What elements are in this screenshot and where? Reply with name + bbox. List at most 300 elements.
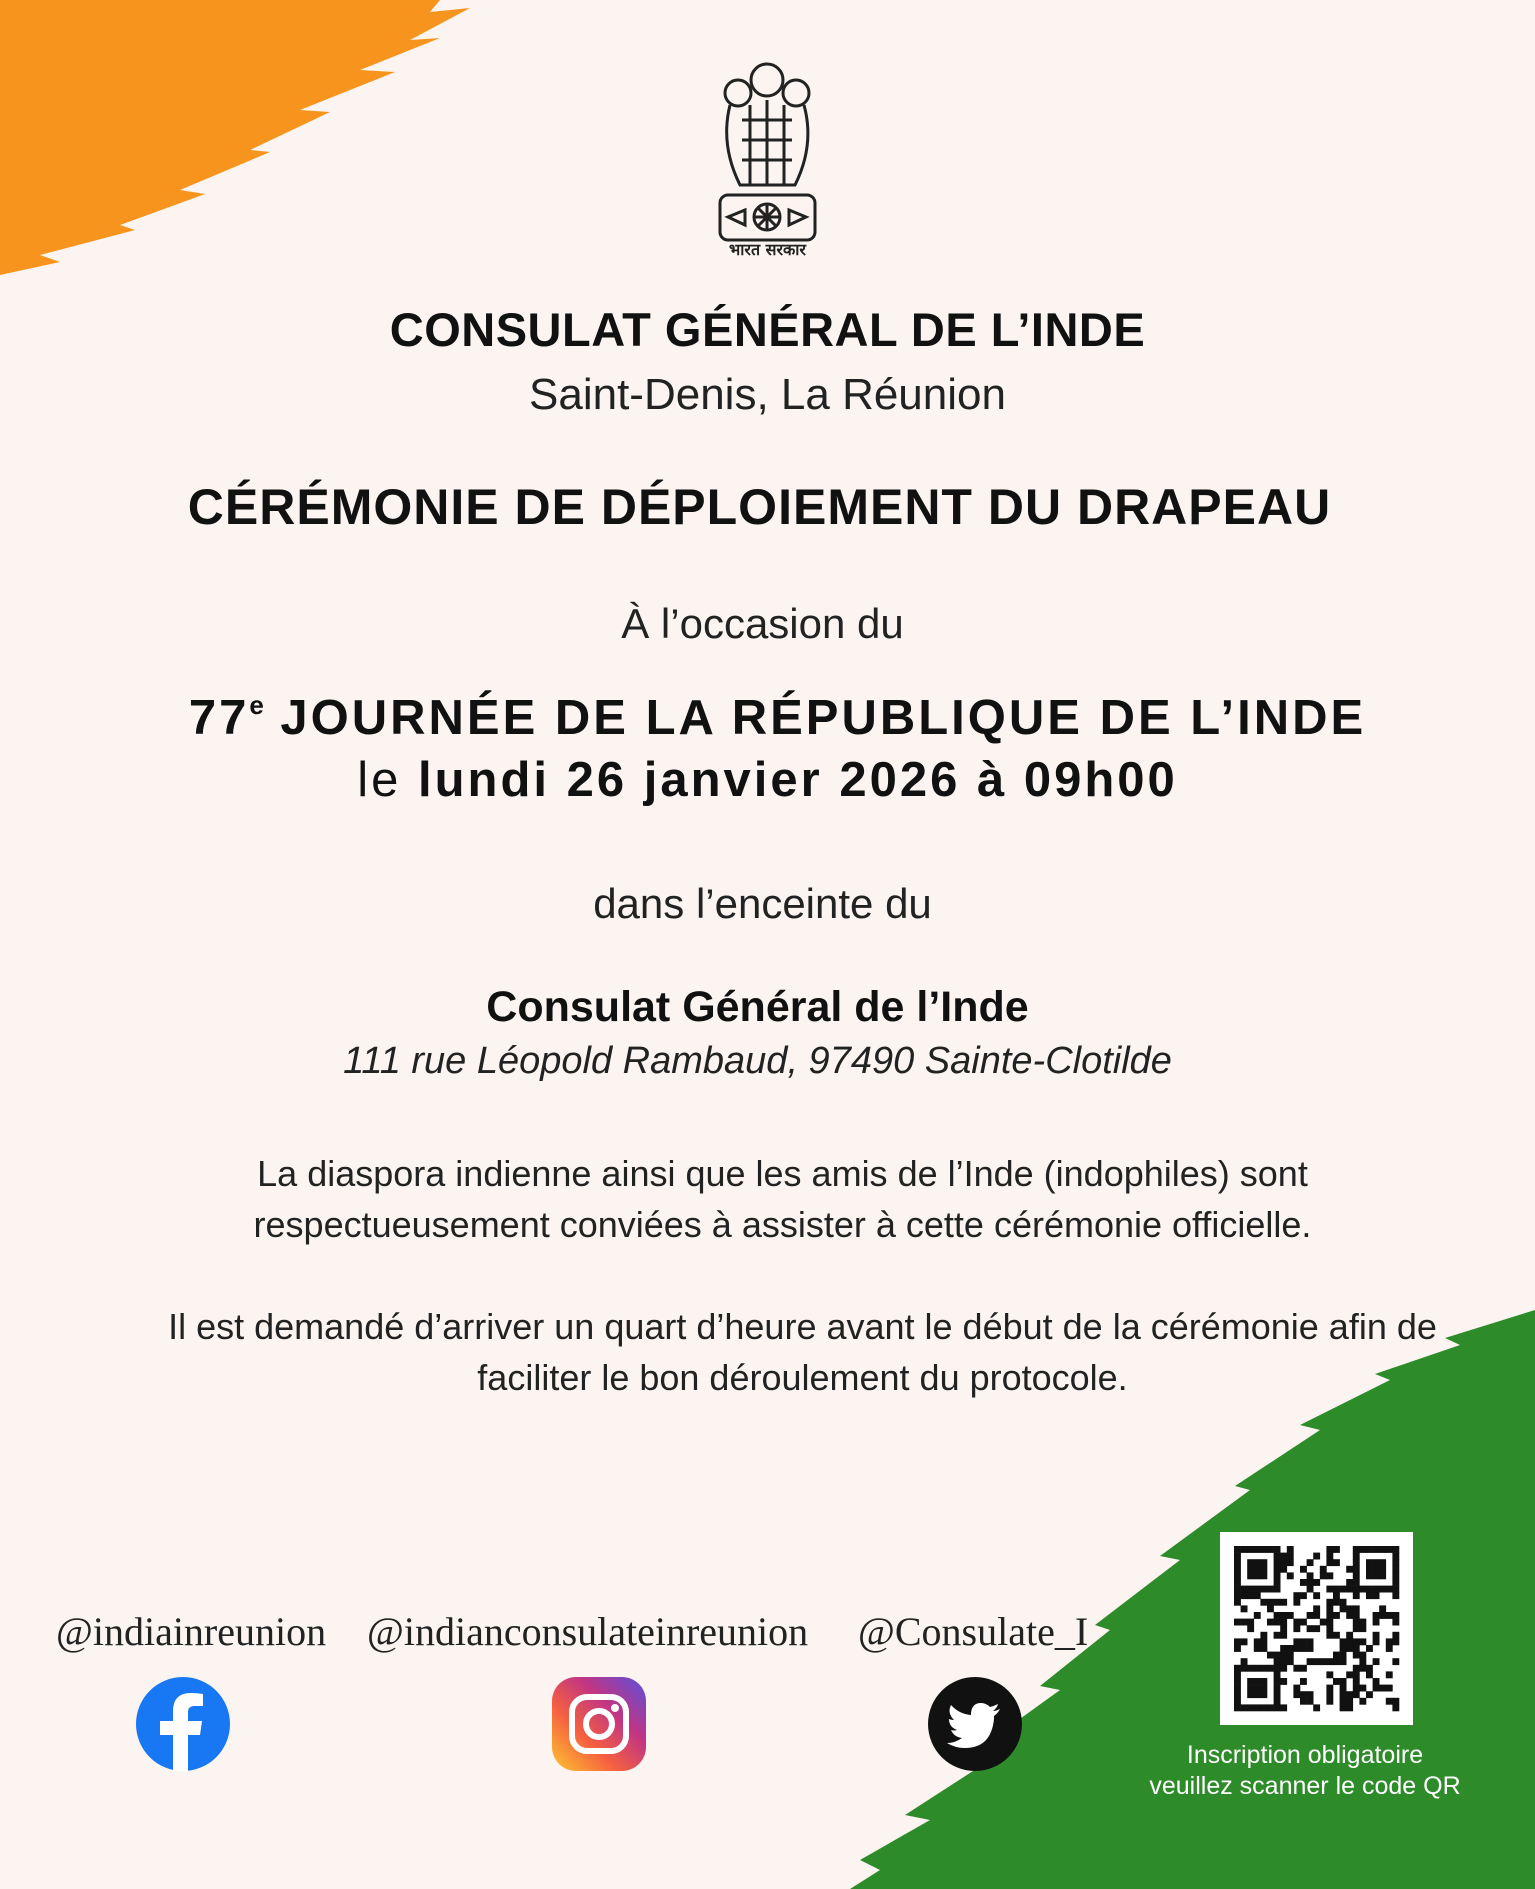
qr-module (1386, 1671, 1393, 1678)
qr-module (1313, 1704, 1320, 1711)
qr-module (1392, 1632, 1399, 1639)
qr-module (1359, 1638, 1366, 1645)
qr-module (1313, 1612, 1320, 1619)
qr-module (1260, 1546, 1267, 1553)
qr-module (1280, 1665, 1287, 1672)
qr-module (1386, 1698, 1393, 1705)
qr-module (1333, 1599, 1340, 1606)
qr-module (1379, 1546, 1386, 1553)
qr-module (1254, 1612, 1261, 1619)
qr-module (1307, 1698, 1314, 1705)
event-date: lundi 26 janvier 2026 à 09h00 (417, 753, 1178, 807)
qr-module (1260, 1704, 1267, 1711)
qr-module (1280, 1704, 1287, 1711)
qr-module (1274, 1652, 1281, 1659)
qr-module (1254, 1645, 1261, 1652)
qr-module (1241, 1546, 1248, 1553)
qr-module (1287, 1652, 1294, 1659)
qr-module (1254, 1546, 1261, 1553)
qr-module (1280, 1632, 1287, 1639)
qr-module (1340, 1638, 1347, 1645)
qr-module (1353, 1579, 1360, 1586)
qr-module (1353, 1671, 1360, 1678)
qr-module (1293, 1685, 1300, 1692)
qr-module (1307, 1658, 1314, 1665)
qr-module (1353, 1546, 1360, 1553)
qr-module (1293, 1592, 1300, 1599)
qr-module (1307, 1559, 1314, 1566)
qr-module (1346, 1691, 1353, 1698)
qr-module (1366, 1665, 1373, 1672)
qr-module (1346, 1579, 1353, 1586)
qr-module (1293, 1619, 1300, 1626)
qr-module (1234, 1546, 1241, 1553)
qr-module (1320, 1619, 1327, 1626)
qr-module (1293, 1665, 1300, 1672)
qr-module (1234, 1638, 1241, 1645)
qr-module (1260, 1645, 1267, 1652)
qr-module (1373, 1559, 1380, 1566)
qr-module (1366, 1691, 1373, 1698)
qr-module (1274, 1579, 1281, 1586)
qr-module (1333, 1546, 1340, 1553)
qr-module (1353, 1645, 1360, 1652)
qr-module (1340, 1704, 1347, 1711)
twitter-handle[interactable]: @Consulate_I (858, 1609, 1089, 1654)
qr-module (1260, 1599, 1267, 1606)
event-title: CÉRÉMONIE DE DÉPLOIEMENT DU DRAPEAU (187, 479, 1332, 535)
qr-module (1359, 1619, 1366, 1626)
qr-module (1379, 1566, 1386, 1573)
qr-module (1274, 1599, 1281, 1606)
qr-module (1274, 1546, 1281, 1553)
qr-module (1340, 1645, 1347, 1652)
qr-module (1234, 1665, 1241, 1672)
qr-module (1386, 1638, 1393, 1645)
qr-module (1320, 1572, 1327, 1579)
qr-module (1353, 1559, 1360, 1566)
qr-module (1313, 1658, 1320, 1665)
qr-module (1234, 1599, 1241, 1606)
qr-module (1300, 1678, 1307, 1685)
qr-module (1392, 1553, 1399, 1560)
qr-module (1392, 1579, 1399, 1586)
qr-module (1326, 1586, 1333, 1593)
qr-module (1241, 1658, 1248, 1665)
qr-module (1247, 1586, 1254, 1593)
occasion-suffix: e (249, 690, 264, 720)
qr-module (1300, 1592, 1307, 1599)
qr-module (1234, 1586, 1241, 1593)
qr-code-icon[interactable] (1220, 1532, 1413, 1725)
qr-module (1326, 1572, 1333, 1579)
qr-module (1241, 1592, 1248, 1599)
qr-module (1267, 1665, 1274, 1672)
qr-module (1340, 1658, 1347, 1665)
qr-module (1307, 1579, 1314, 1586)
registration-required-text: Inscription obligatoire (1186, 1741, 1424, 1769)
qr-module (1293, 1638, 1300, 1645)
emblem-caption: भारत सरकार (729, 240, 806, 259)
arrival-notice-paragraph (35, 1301, 1535, 1403)
qr-module (1307, 1612, 1314, 1619)
instagram-handle[interactable]: @indianconsulateinreunion (367, 1609, 809, 1654)
qr-module (1353, 1691, 1360, 1698)
qr-module (1287, 1559, 1294, 1566)
qr-module (1346, 1704, 1353, 1711)
qr-module (1241, 1586, 1248, 1593)
qr-module (1280, 1599, 1287, 1606)
qr-module (1313, 1553, 1320, 1560)
qr-module (1353, 1612, 1360, 1619)
qr-module (1353, 1638, 1360, 1645)
qr-module (1260, 1691, 1267, 1698)
qr-module (1280, 1652, 1287, 1659)
qr-module (1287, 1546, 1294, 1553)
qr-module (1353, 1678, 1360, 1685)
qr-module (1300, 1665, 1307, 1672)
qr-module (1320, 1658, 1327, 1665)
qr-module (1307, 1572, 1314, 1579)
qr-module (1379, 1685, 1386, 1692)
qr-module (1234, 1579, 1241, 1586)
qr-module (1373, 1685, 1380, 1692)
venue-address: 111 rue Léopold Rambaud, 97490 Sainte-Clotilde (343, 1040, 1172, 1082)
qr-module (1340, 1691, 1347, 1698)
qr-module (1333, 1678, 1340, 1685)
qr-module (1326, 1599, 1333, 1606)
qr-code-container[interactable] (1220, 1532, 1413, 1725)
qr-module (1280, 1678, 1287, 1685)
qr-module (1392, 1546, 1399, 1553)
qr-module (1274, 1632, 1281, 1639)
qr-module (1307, 1691, 1314, 1698)
occasion-title: JOURNÉE DE LA RÉPUBLIQUE DE L’INDE (263, 691, 1367, 745)
qr-module (1359, 1546, 1366, 1553)
qr-module (1247, 1559, 1254, 1566)
occasion-name (10, 690, 1535, 746)
qr-module (1340, 1685, 1347, 1692)
qr-module (1234, 1559, 1241, 1566)
qr-module (1274, 1566, 1281, 1573)
qr-module (1326, 1559, 1333, 1566)
qr-module (1234, 1553, 1241, 1560)
qr-module (1346, 1612, 1353, 1619)
qr-module (1353, 1592, 1360, 1599)
qr-module (1373, 1592, 1380, 1599)
page-title: CONSULAT GÉNÉRAL DE L’INDE (389, 303, 1146, 356)
qr-module (1267, 1619, 1274, 1626)
qr-module (1293, 1599, 1300, 1606)
qr-module (1326, 1685, 1333, 1692)
qr-module (1254, 1572, 1261, 1579)
qr-module (1274, 1671, 1281, 1678)
invitation-line: La diaspora indienne ainsi que les amis de l’Inde (indophiles) sont (257, 1153, 1308, 1194)
qr-module (1260, 1586, 1267, 1593)
qr-module (1300, 1698, 1307, 1705)
qr-module (1247, 1665, 1254, 1672)
qr-module (1234, 1704, 1241, 1711)
saffron-brush-stroke (0, 0, 470, 275)
qr-module (1373, 1619, 1380, 1626)
qr-module (1260, 1678, 1267, 1685)
qr-module (1260, 1638, 1267, 1645)
qr-module (1234, 1685, 1241, 1692)
qr-module (1379, 1586, 1386, 1593)
qr-module (1326, 1553, 1333, 1560)
qr-module (1386, 1612, 1393, 1619)
qr-module (1254, 1678, 1261, 1685)
occasion-number: 77 (188, 691, 250, 745)
qr-module (1386, 1586, 1393, 1593)
qr-module (1366, 1566, 1373, 1573)
qr-module (1241, 1638, 1248, 1645)
qr-module (1359, 1586, 1366, 1593)
qr-module (1280, 1645, 1287, 1652)
qr-module (1274, 1559, 1281, 1566)
qr-module (1300, 1579, 1307, 1586)
twitter-icon[interactable] (928, 1677, 1022, 1771)
qr-module (1274, 1698, 1281, 1705)
qr-module (1267, 1704, 1274, 1711)
qr-module (1353, 1685, 1360, 1692)
notice-line: faciliter le bon déroulement du protocole. (477, 1357, 1128, 1398)
qr-module (1353, 1665, 1360, 1672)
qr-module (1234, 1619, 1241, 1626)
qr-module (1353, 1566, 1360, 1573)
qr-module (1293, 1645, 1300, 1652)
facebook-icon[interactable] (136, 1677, 230, 1771)
qr-module (1267, 1605, 1274, 1612)
qr-module (1254, 1704, 1261, 1711)
qr-module (1346, 1566, 1353, 1573)
qr-module (1346, 1638, 1353, 1645)
qr-module (1366, 1592, 1373, 1599)
qr-caption (1110, 1740, 1500, 1802)
qr-module (1326, 1619, 1333, 1626)
qr-module (1326, 1612, 1333, 1619)
qr-module (1287, 1553, 1294, 1560)
qr-module (1326, 1671, 1333, 1678)
qr-module (1326, 1546, 1333, 1553)
qr-module (1346, 1645, 1353, 1652)
qr-module (1392, 1559, 1399, 1566)
qr-module (1333, 1559, 1340, 1566)
qr-module (1300, 1645, 1307, 1652)
qr-module (1366, 1572, 1373, 1579)
qr-module (1234, 1572, 1241, 1579)
qr-module (1287, 1658, 1294, 1665)
qr-module (1313, 1605, 1320, 1612)
ashoka-emblem-icon (700, 45, 835, 265)
qr-module (1353, 1586, 1360, 1593)
qr-module (1260, 1632, 1267, 1639)
qr-module (1353, 1605, 1360, 1612)
qr-module (1307, 1586, 1314, 1593)
qr-module (1280, 1553, 1287, 1560)
qr-module (1346, 1605, 1353, 1612)
qr-module (1234, 1566, 1241, 1573)
qr-module (1274, 1704, 1281, 1711)
qr-module (1307, 1625, 1314, 1632)
qr-module (1287, 1645, 1294, 1652)
qr-module (1333, 1632, 1340, 1639)
qr-module (1274, 1658, 1281, 1665)
qr-module (1280, 1612, 1287, 1619)
qr-module (1287, 1572, 1294, 1579)
qr-module (1346, 1586, 1353, 1593)
scan-instruction-text: veuillez scanner le code QR (1149, 1772, 1461, 1800)
qr-module (1274, 1619, 1281, 1626)
qr-module (1326, 1658, 1333, 1665)
qr-module (1247, 1704, 1254, 1711)
qr-module (1313, 1579, 1320, 1586)
qr-module (1293, 1625, 1300, 1632)
qr-module (1346, 1698, 1353, 1705)
qr-module (1353, 1625, 1360, 1632)
qr-module (1366, 1559, 1373, 1566)
qr-module (1241, 1605, 1248, 1612)
qr-module (1359, 1652, 1366, 1659)
qr-module (1326, 1605, 1333, 1612)
qr-module (1333, 1592, 1340, 1599)
qr-module (1260, 1572, 1267, 1579)
qr-module (1333, 1652, 1340, 1659)
qr-module (1260, 1559, 1267, 1566)
qr-module (1260, 1665, 1267, 1672)
qr-module (1392, 1592, 1399, 1599)
qr-module (1373, 1658, 1380, 1665)
qr-module (1307, 1645, 1314, 1652)
qr-module (1373, 1612, 1380, 1619)
qr-module (1254, 1665, 1261, 1672)
qr-module (1260, 1566, 1267, 1573)
qr-module (1386, 1645, 1393, 1652)
qr-module (1241, 1619, 1248, 1626)
qr-module (1392, 1698, 1399, 1705)
qr-module (1340, 1652, 1347, 1659)
qr-module (1247, 1691, 1254, 1698)
invitation-line: respectueusement conviées à assister à cette cérémonie officielle. (253, 1204, 1312, 1245)
qr-module (1392, 1566, 1399, 1573)
qr-module (1392, 1572, 1399, 1579)
qr-module (1392, 1619, 1399, 1626)
qr-module (1359, 1625, 1366, 1632)
qr-module (1320, 1566, 1327, 1573)
notice-line: Il est demandé d’arriver un quart d’heure avant le début de la cérémonie afin de (168, 1306, 1437, 1347)
qr-module (1234, 1645, 1241, 1652)
qr-module (1386, 1685, 1393, 1692)
qr-module (1234, 1691, 1241, 1698)
location-subtitle: Saint-Denis, La Réunion (529, 370, 1006, 419)
qr-module (1359, 1685, 1366, 1692)
qr-module (1326, 1625, 1333, 1632)
qr-module (1260, 1685, 1267, 1692)
qr-module (1366, 1586, 1373, 1593)
qr-module (1346, 1671, 1353, 1678)
qr-module (1340, 1599, 1347, 1606)
qr-module (1267, 1652, 1274, 1659)
qr-module (1254, 1685, 1261, 1692)
qr-module (1359, 1665, 1366, 1672)
qr-module (1340, 1605, 1347, 1612)
qr-module (1359, 1698, 1366, 1705)
qr-module (1274, 1678, 1281, 1685)
qr-module (1254, 1638, 1261, 1645)
qr-module (1307, 1638, 1314, 1645)
qr-module (1326, 1691, 1333, 1698)
qr-module (1247, 1619, 1254, 1626)
invitation-paragraph (15, 1148, 1535, 1250)
qr-module (1326, 1632, 1333, 1639)
qr-module (1280, 1658, 1287, 1665)
qr-module (1373, 1546, 1380, 1553)
qr-module (1267, 1599, 1274, 1606)
occasion-intro: À l’occasion du (621, 600, 904, 647)
qr-module (1392, 1658, 1399, 1665)
qr-module (1280, 1619, 1287, 1626)
qr-module (1274, 1553, 1281, 1560)
qr-module (1274, 1612, 1281, 1619)
qr-module (1353, 1619, 1360, 1626)
qr-module (1353, 1572, 1360, 1579)
qr-module (1366, 1671, 1373, 1678)
qr-module (1247, 1546, 1254, 1553)
instagram-icon[interactable] (552, 1677, 646, 1771)
qr-module (1346, 1632, 1353, 1639)
qr-module (1366, 1546, 1373, 1553)
qr-module (1300, 1566, 1307, 1573)
qr-module (1267, 1586, 1274, 1593)
qr-module (1254, 1559, 1261, 1566)
qr-module (1340, 1586, 1347, 1593)
qr-module (1333, 1586, 1340, 1593)
qr-module (1274, 1572, 1281, 1579)
qr-module (1379, 1612, 1386, 1619)
qr-module (1340, 1678, 1347, 1685)
qr-module (1280, 1559, 1287, 1566)
qr-module (1254, 1586, 1261, 1593)
qr-module (1274, 1586, 1281, 1593)
qr-module (1293, 1691, 1300, 1698)
qr-module (1274, 1665, 1281, 1672)
date-prefix: le (357, 753, 418, 807)
qr-module (1234, 1671, 1241, 1678)
qr-module (1392, 1638, 1399, 1645)
venue-intro: dans l’enceinte du (593, 880, 932, 927)
qr-module (1373, 1566, 1380, 1573)
qr-module (1366, 1645, 1373, 1652)
qr-module (1280, 1566, 1287, 1573)
qr-module (1379, 1572, 1386, 1579)
qr-module (1287, 1612, 1294, 1619)
facebook-handle[interactable]: @indiainreunion (56, 1609, 327, 1654)
qr-module (1333, 1612, 1340, 1619)
qr-module (1392, 1612, 1399, 1619)
qr-module (1379, 1605, 1386, 1612)
qr-module (1333, 1658, 1340, 1665)
qr-module (1254, 1691, 1261, 1698)
qr-module (1241, 1665, 1248, 1672)
qr-module (1254, 1592, 1261, 1599)
qr-module (1300, 1691, 1307, 1698)
qr-module (1353, 1553, 1360, 1560)
qr-module (1234, 1698, 1241, 1705)
qr-module (1373, 1632, 1380, 1639)
qr-module (1392, 1586, 1399, 1593)
qr-module (1267, 1546, 1274, 1553)
qr-module (1373, 1638, 1380, 1645)
